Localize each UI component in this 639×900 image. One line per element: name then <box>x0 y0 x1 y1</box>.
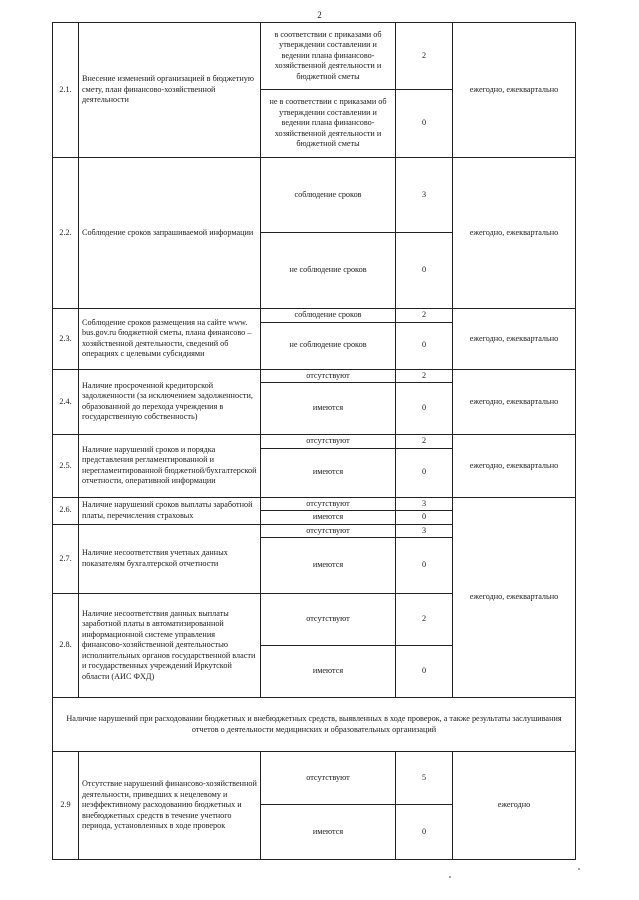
condition-cell: имеются <box>261 538 396 594</box>
row-number: 2.3. <box>53 309 79 370</box>
condition-cell: отсутствуют <box>261 369 396 383</box>
period-cell: ежегодно, ежеквартально <box>453 369 576 435</box>
condition-cell: отсутствуют <box>261 752 396 805</box>
table-row <box>53 698 576 752</box>
points-cell: 0 <box>396 646 453 698</box>
period-cell: ежегодно, ежеквартально <box>453 309 576 370</box>
condition-cell: имеются <box>261 646 396 698</box>
table-row <box>53 309 576 323</box>
points-cell: 0 <box>396 448 453 497</box>
points-cell: 2 <box>396 369 453 383</box>
criterion-text: Наличие нарушений сроков и порядка представления регламентированной и нерегламентированной бюджетной/бухгалтерской отчетности, оперативной информации <box>79 435 261 498</box>
row-number: 2.5. <box>53 435 79 498</box>
period-cell: ежегодно <box>453 752 576 860</box>
table-row <box>53 23 576 90</box>
row-number: 2.8. <box>53 594 79 698</box>
condition-cell: не в соответствии с приказами об утверждении составлении и ведении плана финансово-хозяйственной деятельности и бюджетной сметы <box>261 90 396 158</box>
points-cell: 0 <box>396 233 453 309</box>
condition-cell: отсутствуют <box>261 497 396 511</box>
condition-cell: имеются <box>261 383 396 435</box>
row-number: 2.9 <box>53 752 79 860</box>
condition-cell: не соблюдение сроков <box>261 233 396 309</box>
points-cell: 0 <box>396 538 453 594</box>
table-row <box>53 497 576 511</box>
criterion-text: Соблюдение сроков запрашиваемой информации <box>79 158 261 309</box>
criterion-text: Наличие нарушений сроков выплаты заработной платы, перечисления страховых <box>79 497 261 524</box>
page-number: 2 <box>317 10 322 20</box>
points-cell: 2 <box>396 23 453 90</box>
condition-cell: отсутствуют <box>261 435 396 449</box>
criterion-text: Наличие несоответствия учетных данных показателям бухгалтерской отчетности <box>79 524 261 594</box>
points-cell: 2 <box>396 309 453 323</box>
row-number: 2.6. <box>53 497 79 524</box>
row-number: 2.2. <box>53 158 79 309</box>
period-cell: ежегодно, ежеквартально <box>453 23 576 158</box>
table-row <box>53 158 576 233</box>
condition-cell: отсутствуют <box>261 524 396 538</box>
criteria-table <box>52 22 576 860</box>
criterion-text: Соблюдение сроков размещения на сайте www. bus.gov.ru бюджетной сметы, плана финансово – хозяйственной деятельности, сведений об операциях с целевыми субсидиями <box>79 309 261 370</box>
points-cell: 0 <box>396 383 453 435</box>
condition-cell: имеются <box>261 805 396 860</box>
table-row <box>53 369 576 383</box>
points-cell: 2 <box>396 594 453 646</box>
points-cell: 2 <box>396 435 453 449</box>
points-cell: 0 <box>396 511 453 525</box>
criterion-text: Отсутствие нарушений финансово-хозяйственной деятельности, приведших к нецелевому и неэффективному расходованию бюджетных и внебюджетных средств в течение учетного периода, установленных в ходе проверок <box>79 752 261 860</box>
period-cell: ежегодно, ежеквартально <box>453 497 576 698</box>
period-cell: ежегодно, ежеквартально <box>453 435 576 498</box>
criterion-text: Наличие просроченной кредиторской задолженности (за исключением задолженности, образованной до перехода учреждения в государственную собственность) <box>79 369 261 435</box>
table-row <box>53 435 576 449</box>
table-row <box>53 752 576 805</box>
points-cell: 3 <box>396 497 453 511</box>
scan-speck <box>449 876 451 878</box>
section-heading: Наличие нарушений при расходовании бюджетных и внебюджетных средств, выявленных в ходе проверок, а также результаты заслушивания отчетов о деятельности медицинских и образовательных организаций <box>53 698 576 752</box>
condition-cell: не соблюдение сроков <box>261 322 396 369</box>
period-cell: ежегодно, ежеквартально <box>453 158 576 309</box>
points-cell: 3 <box>396 158 453 233</box>
row-number: 2.1. <box>53 23 79 158</box>
points-cell: 3 <box>396 524 453 538</box>
condition-cell: отсутствуют <box>261 594 396 646</box>
points-cell: 5 <box>396 752 453 805</box>
condition-cell: имеются <box>261 511 396 525</box>
criterion-text: Наличие несоответствия данных выплаты заработной платы в автоматизированной информационной системе управления финансово-хозяйственной деятельностью исполнительных органов государственной власти и государственных учреждений Иркутской области (АИС ФХД) <box>79 594 261 698</box>
condition-cell: в соответствии с приказами об утверждении составлении и ведении плана финансово-хозяйственной деятельности и бюджетной сметы <box>261 23 396 90</box>
row-number: 2.4. <box>53 369 79 435</box>
points-cell: 0 <box>396 322 453 369</box>
points-cell: 0 <box>396 90 453 158</box>
criterion-text: Внесение изменений организацией в бюджетную смету, план финансово-хозяйственной деятельности <box>79 23 261 158</box>
condition-cell: соблюдение сроков <box>261 158 396 233</box>
points-cell: 0 <box>396 805 453 860</box>
condition-cell: соблюдение сроков <box>261 309 396 323</box>
row-number: 2.7. <box>53 524 79 594</box>
scan-speck <box>578 868 580 870</box>
condition-cell: имеются <box>261 448 396 497</box>
